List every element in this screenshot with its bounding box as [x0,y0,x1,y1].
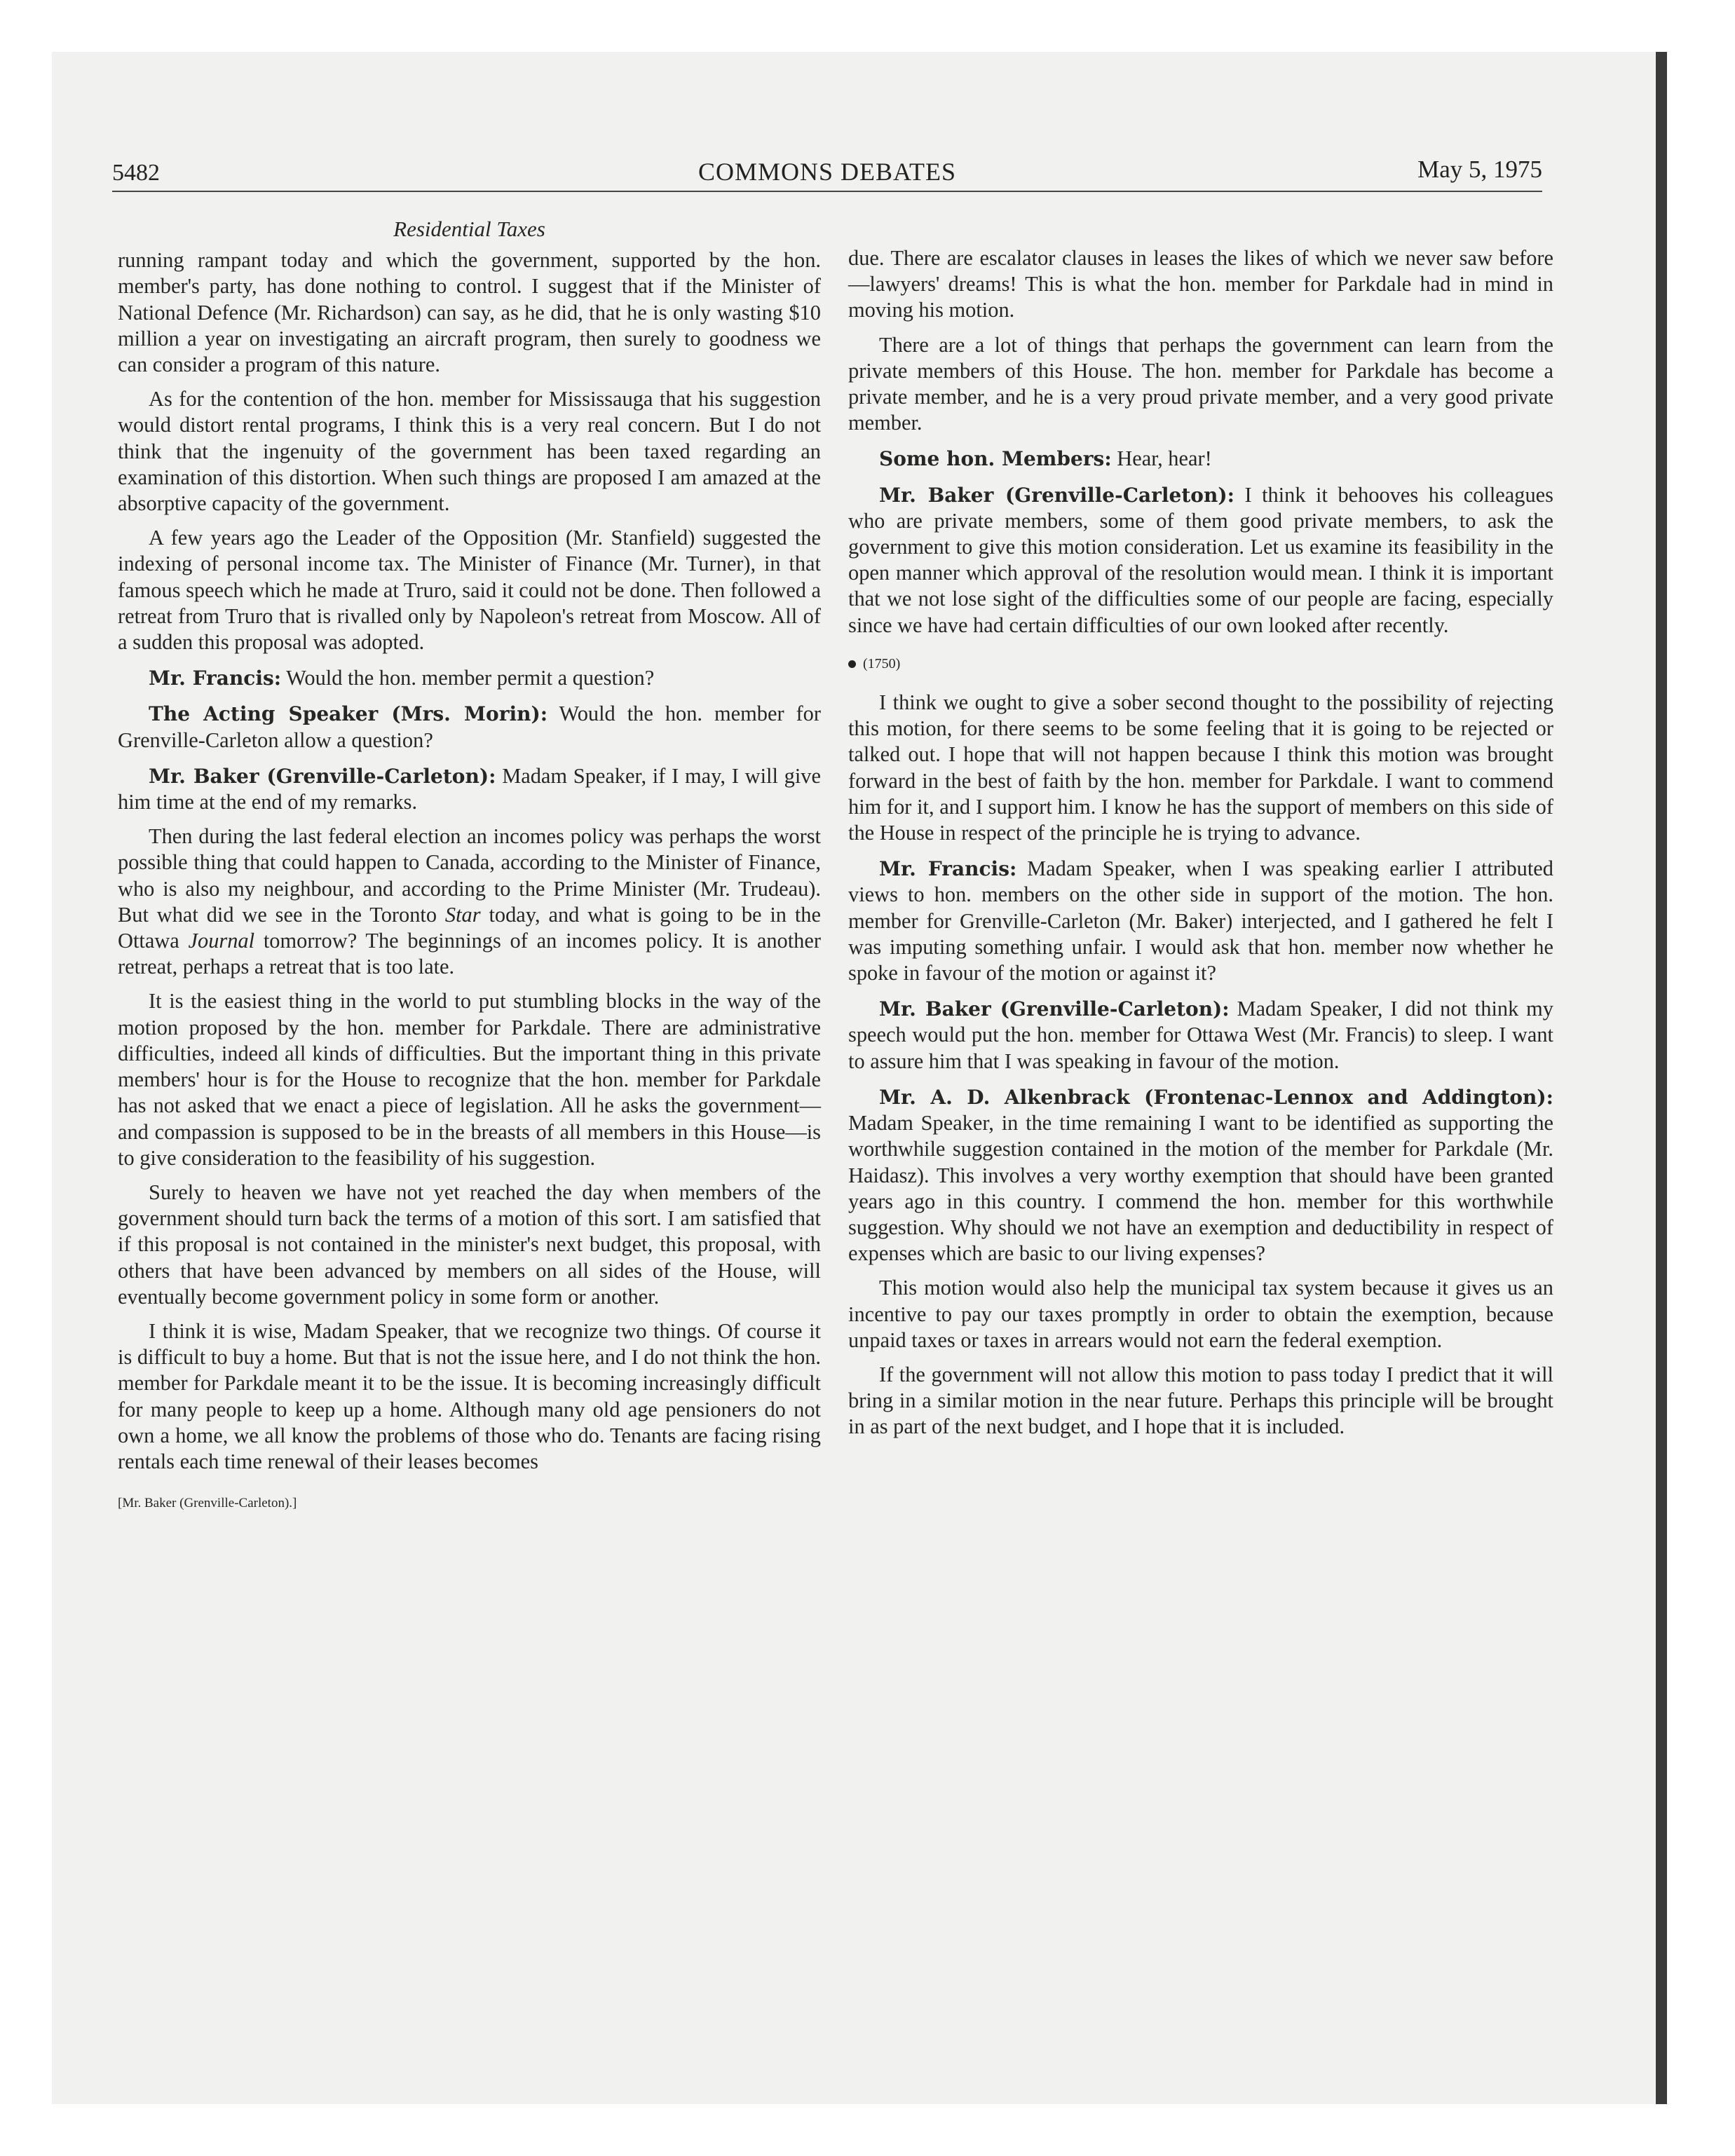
speech-text: Madam Speaker, in the time remaining I want to be identified as supporting the worthwhile suggestion contained in the motion of the member for Parkdale (Mr. Haidasz). This involves a very worthy exemption that should have been granted years ago in this country. I commend the hon. member for this worthwhile suggestion. Why should we not have an exemption and deductibility in respect of expenses which are basic to our living expenses? [848,1111,1553,1266]
speech-text: Hear, hear! [1117,446,1212,471]
paragraph: running rampant today and which the government, supported by the hon. member's party, has done nothing to control. I suggest that if the Minister of National Defence (Mr. Richardson) can say, as he did, that he is only wasting $10 million a year on investigating an aircraft program, then surely to goodness we can consider a program of this nature. [118,248,821,377]
speaker-name: The Acting Speaker (Mrs. Morin): [149,702,548,726]
page-number: 5482 [112,160,160,186]
paragraph [118,824,821,980]
speech [118,763,821,815]
paragraph: I think we ought to give a sober second thought to the possibility of rejecting this motion, for there seems to be some feeling that it is going to be rejected or talked out. I hope that will not happen because I think this motion was brought forward in the best of faith by the hon. member for Parkdale. I want to commend him for it, and I support him. I know he has the support of members on this side of the House in respect of the principle he is trying to advance. [848,690,1553,845]
left-column [118,216,821,1516]
text-run: tomorrow? The beginnings of an incomes policy. It is another retreat, perhaps a retreat that is too late. [118,929,821,979]
speaker-name: Mr. A. D. Alkenbrack (Frontenac-Lennox and Addington): [879,1085,1553,1109]
paragraph: I think it is wise, Madam Speaker, that we recognize two things. Of course it is difficult to buy a home. But that is not the issue here, and I do not think the hon. member for Parkdale meant it to be the issue. It is becoming increasingly difficult for many people to keep up a home. Although many old age pensioners do not own a home, we all know the problems of those who do. Tenants are facing rising rentals each time renewal of their leases becomes [118,1318,821,1473]
newspaper-name: Journal [188,929,255,953]
paragraph: It is the easiest thing in the world to put stumbling blocks in the way of the motion proposed by the hon. member for Parkdale. There are administrative difficulties, indeed all kinds of difficulties. But the important thing in this private members' hour is for the House to recognize that the hon. member for Parkdale has not asked that we enact a piece of legislation. All he asks the government—and compassion is supposed to be in the breasts of all members in this House—is to give consideration to the feasibility of his suggestion. [118,989,821,1170]
time-marker [848,651,1553,677]
speech-text: Madam Speaker, when I was speaking earlier I attributed views to hon. members on the other side in support of the motion. The hon. member for Grenville-Carleton (Mr. Baker) interjected, and I gathered he felt I was imputing something unfair. I would ask that hon. member now whether he spoke in favour of the motion or against it? [848,857,1553,985]
paragraph: As for the contention of the hon. member for Mississauga that his suggestion would distort rental programs, I think this is a very real concern. But I do not think that the ingenuity of the government has been taxed regarding an examination of this distortion. When such things are proposed I am amazed at the absorptive capacity of the government. [118,387,821,516]
speech [848,996,1553,1074]
speaker-name: Mr. Baker (Grenville-Carleton): [149,764,496,788]
speech [848,446,1553,472]
speech-text: Would the hon. member permit a question? [286,666,655,690]
speech [848,1084,1553,1267]
speech [118,701,821,753]
publication-date: May 5, 1975 [1417,156,1542,183]
paragraph: A few years ago the Leader of the Opposition (Mr. Stanfield) suggested the indexing of personal income tax. The Minister of Finance (Mr. Turner), in that famous speech which he made at Truro, said it could not be done. Then followed a retreat from Truro that is rivalled only by Napoleon's retreat from Moscow. All of a sudden this proposal was adopted. [118,526,821,655]
speech-text: Madam Speaker, I did not think my speech would put the hon. member for Ottawa West (Mr. Francis) to sleep. I want to assure him that I was speaking in favour of the motion. [848,997,1553,1073]
speaker-name: Some hon. Members: [879,447,1112,471]
page-header [112,156,1542,192]
bullet-icon [848,660,856,668]
section-subhead: Residential Taxes [393,217,545,241]
speaker-name: Mr. Francis: [879,857,1017,881]
paragraph: There are a lot of things that perhaps the government can learn from the private members of this House. The hon. member for Parkdale has become a private member, and he is a very proud private member, and a very good private member. [848,332,1553,435]
newspaper-name: Star [444,902,481,927]
paragraph: If the government will not allow this motion to pass today I predict that it will bring in a similar motion in the near future. Perhaps this principle will be brought in as part of the next budget, and I hope that it is included. [848,1362,1553,1439]
speech-text: I think it behooves his colleagues who are private members, some of them good private members, to ask the government to give this motion consideration. Let us examine its feasibility in the open manner which approval of the resolution would mean. I think it is important that we not lose sight of the difficulties some of our people are facing, especially since we have had certain difficulties of our own looked after recently. [848,482,1553,637]
right-column [848,245,1553,1449]
journal-title: COMMONS DEBATES [698,158,957,186]
speaker-name: Mr. Baker (Grenville-Carleton): [879,997,1230,1021]
paragraph: due. There are escalator clauses in leases the likes of which we never saw before—lawyers' dreams! This is what the hon. member for Parkdale had in mind in moving his motion. [848,246,1553,322]
timestamp-text: (1750) [863,655,901,671]
paragraph: This motion would also help the municipal tax system because it gives us an incentive to pay our taxes promptly in order to obtain the exemption, because unpaid taxes or taxes in arrears would not earn the federal exemption. [848,1276,1553,1352]
text-run: today, and what is going to be in the Ottawa [118,902,821,953]
speaker-name: Mr. Francis: [149,667,282,690]
scan-edge-bar [1656,52,1667,2104]
speech [848,856,1553,986]
speech [118,665,821,691]
speech-text: Would the hon. member for Grenville-Carleton allow a question? [118,702,821,752]
speech-text: Madam Speaker, if I may, I will give him time at the end of my remarks. [118,763,821,814]
speaker-footnote: [Mr. Baker (Grenville-Carleton).] [118,1496,297,1511]
text-run: Then during the last federal election an incomes policy was perhaps the worst possible thing that could happen to Canada, according to the Minister of Finance, who is also my neighbour, and according to the Prime Minister (Mr. Trudeau). But what did we see in the Toronto [118,824,821,927]
speaker-name: Mr. Baker (Grenville-Carleton): [879,483,1234,507]
paragraph: Surely to heaven we have not yet reached the day when members of the government should turn back the terms of a motion of this sort. I am satisfied that if this proposal is not contained in the minister's next budget, this proposal, with others that have been advanced by members on all sides of the House, will eventually become government policy in some form or another. [118,1180,821,1309]
speech [848,482,1553,639]
